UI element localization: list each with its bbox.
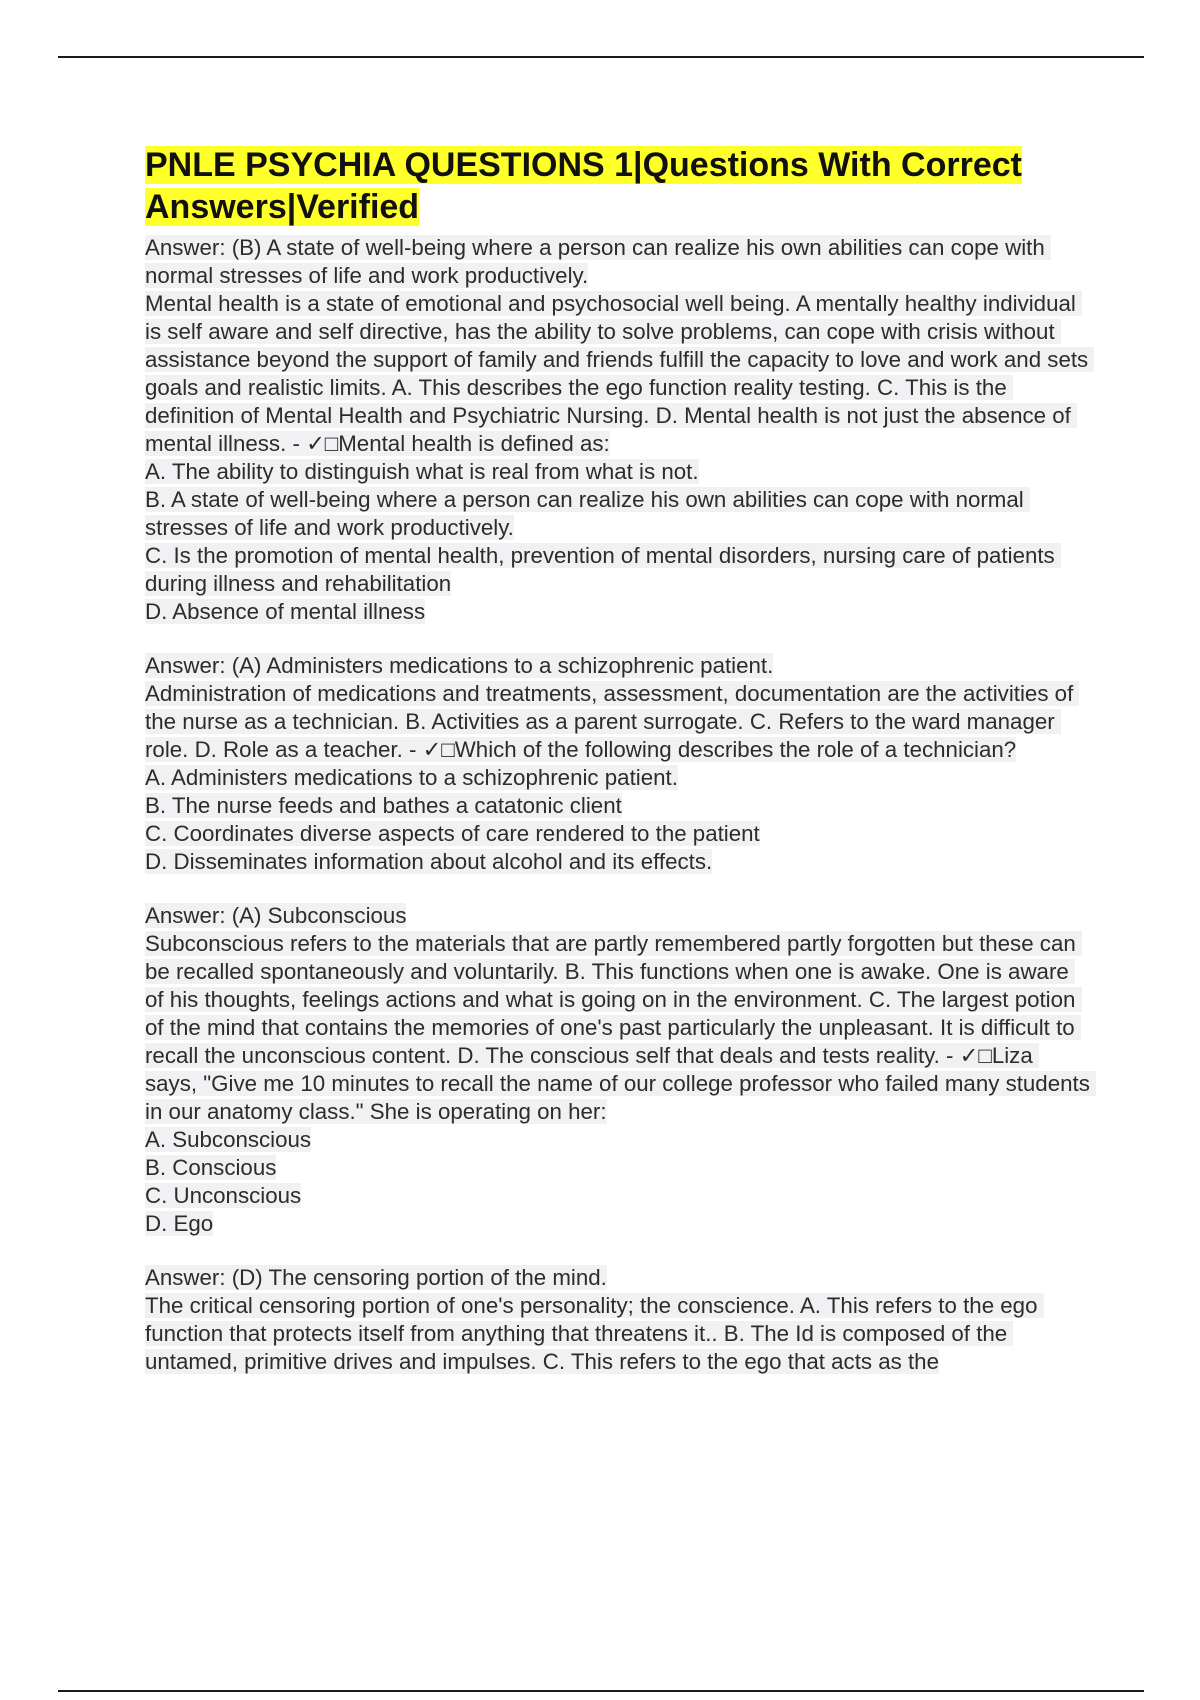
- qa-block-1: [145, 234, 1095, 626]
- option-c: C. Is the promotion of mental health, prevention of mental disorders, nursing care of patients during illness and rehabilitation: [145, 543, 1061, 596]
- option-a: A. The ability to distinguish what is real from what is not.: [145, 459, 699, 484]
- document-title: [145, 144, 1090, 228]
- option-d: D. Disseminates information about alcohol and its effects.: [145, 849, 713, 874]
- qa-block-4: [145, 1264, 1090, 1376]
- option-b: B. The nurse feeds and bathes a catatonic client: [145, 793, 622, 818]
- qa-block-3: [145, 902, 1097, 1238]
- option-a: A. Subconscious: [145, 1127, 312, 1152]
- document-title-highlight: PNLE PSYCHIA QUESTIONS 1|Questions With Correct Answers|Verified: [145, 146, 1022, 226]
- rationale-text: Subconscious refers to the materials that are partly remembered partly forgotten but these can be recalled spontaneously and voluntarily. B. This functions when one is awake. One is aware of his thoughts, feelings actions and what is going on in the environment. C. The largest potion of the mind that contains the memories of one's past particularly the unpleasant. It is difficult to recall the unconscious content. D. The conscious self that deals and tests reality. - ✓□Liza says, "Give me 10 minutes to recall the name of our college professor who failed many students in our anatomy class." She is operating on her:: [145, 931, 1097, 1124]
- option-a: A. Administers medications to a schizophrenic patient.: [145, 765, 678, 790]
- option-d: D. Ego: [145, 1211, 214, 1236]
- rationale-text: Mental health is a state of emotional and psychosocial well being. A mentally healthy individual is self aware and self directive, has the ability to solve problems, can cope with crisis without assistance beyond the support of family and friends fulfill the capacity to love and work and sets goals and realistic limits. A. This describes the ego function reality testing. C. This is the definition of Mental Health and Psychiatric Nursing. D. Mental health is not just the absence of mental illness. - ✓□Mental health is defined as:: [145, 291, 1095, 456]
- option-b: B. A state of well-being where a person can realize his own abilities can cope with normal stresses of life and work productively.: [145, 487, 1030, 540]
- rationale-text: The critical censoring portion of one's personality; the conscience. A. This refers to the ego function that protects itself from anything that threatens it.. B. The Id is composed of the untamed, primitive drives and impulses. C. This refers to the ego that acts as the: [145, 1293, 1044, 1374]
- option-d: D. Absence of mental illness: [145, 599, 426, 624]
- page-top-rule: [58, 56, 1144, 58]
- document-body: [145, 144, 1097, 1402]
- answer-line: Answer: (D) The censoring portion of the mind.: [145, 1265, 607, 1290]
- answer-line: Answer: (A) Subconscious: [145, 903, 407, 928]
- option-c: C. Coordinates diverse aspects of care rendered to the patient: [145, 821, 760, 846]
- answer-line: Answer: (A) Administers medications to a schizophrenic patient.: [145, 653, 774, 678]
- page-bottom-rule: [58, 1690, 1144, 1692]
- option-c: C. Unconscious: [145, 1183, 302, 1208]
- answer-line: Answer: (B) A state of well-being where a person can realize his own abilities can cope with normal stresses of life and work productively.: [145, 235, 1051, 288]
- qa-block-2: [145, 652, 1090, 876]
- rationale-text: Administration of medications and treatments, assessment, documentation are the activities of the nurse as a technician. B. Activities as a parent surrogate. C. Refers to the ward manager role. D. Role as a teacher. - ✓□Which of the following describes the role of a technician?: [145, 681, 1080, 762]
- option-b: B. Conscious: [145, 1155, 277, 1180]
